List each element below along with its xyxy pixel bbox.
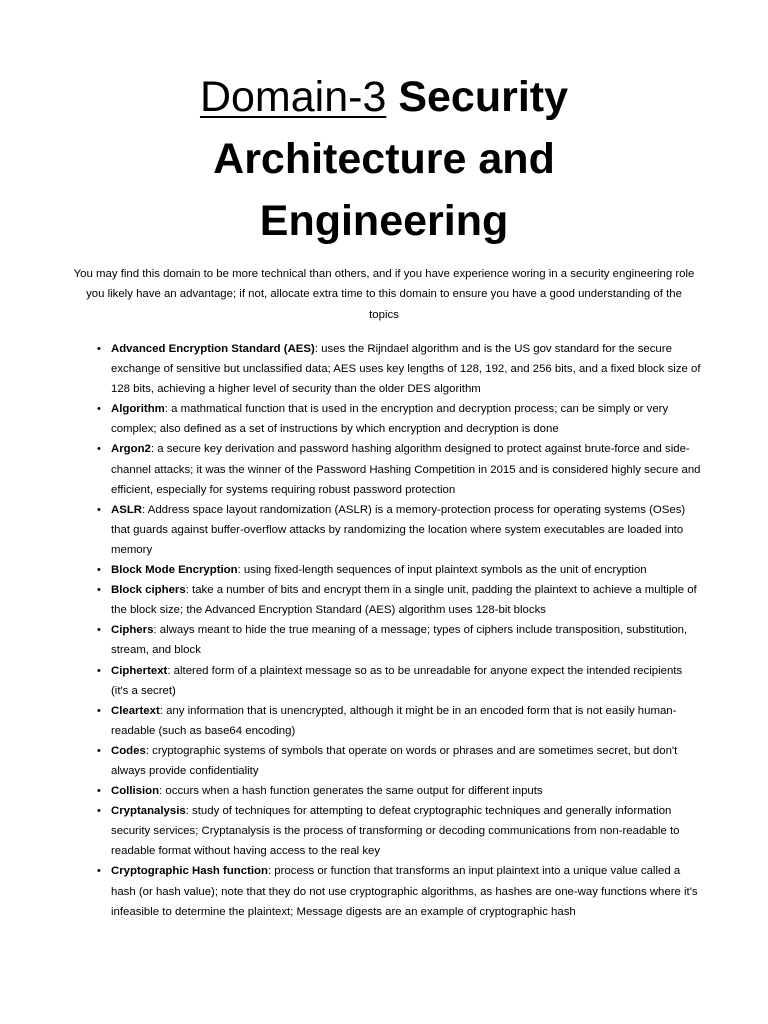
term-definition: : Address space layout randomization (ASLR) is a memory-protection process for operating systems (OSes) that guards against buffer-overflow attacks by randomizing the location where system executables are loaded into memory (111, 503, 686, 556)
term-list-item (97, 781, 701, 801)
bullet-icon: • (97, 704, 101, 717)
domain-link[interactable]: Domain-3 (199, 73, 387, 121)
bullet-icon: • (97, 785, 101, 798)
term-name: Cleartext (111, 704, 160, 717)
bullet-icon: • (97, 805, 101, 818)
term-name: Ciphertext (111, 664, 168, 677)
term-name: Collision (111, 785, 160, 798)
bullet-icon: • (97, 564, 101, 577)
term-list-item (97, 861, 701, 921)
bullet-icon: • (97, 865, 101, 878)
term-list-item (97, 580, 701, 620)
bullet-icon: • (97, 584, 101, 597)
bullet-icon: • (97, 664, 101, 677)
term-list-item (97, 620, 701, 660)
term-list-item (97, 701, 701, 741)
term-definition: : process or function that transforms an input plaintext into a unique value called a hash (or hash value); note that they do not use cryptographic algorithms, as hashes are one-way functions where it's infeasible to determine the plaintext; Message digests are an example of cryptographic hash (111, 865, 698, 918)
term-definition: : a mathmatical function that is used in the encryption and decryption process; can be simply or very complex; also defined as a set of instructions by which encryption and decryption is done (111, 403, 669, 436)
term-name: Codes (111, 744, 146, 757)
page-title (120, 66, 648, 252)
term-list-item (97, 339, 701, 399)
term-list-item (97, 439, 701, 499)
bullet-icon: • (97, 503, 101, 516)
term-name: Cryptanalysis (111, 805, 186, 818)
term-name: Argon2 (111, 443, 151, 456)
title-text: Security Architecture and Engineering (213, 73, 569, 245)
bullet-icon: • (97, 403, 101, 416)
term-definition: : any information that is unencrypted, although it might be in an encoded form that is not easily human-readable (such as base64 encoding) (111, 704, 677, 737)
term-name: Advanced Encryption Standard (AES) (111, 343, 315, 355)
term-definition: : take a number of bits and encrypt them in a single unit, padding the plaintext to achieve a multiple of the block size; the Advanced Encryption Standard (AES) algorithm uses 128-bit blocks (111, 584, 697, 617)
term-name: Cryptographic Hash function (111, 865, 268, 878)
term-definition: : using fixed-length sequences of input plaintext symbols as the unit of encryption (237, 564, 647, 577)
term-name: Algorithm (111, 403, 165, 416)
term-list-item (97, 741, 701, 781)
term-name: Block ciphers (111, 584, 186, 597)
term-definition: : always meant to hide the true meaning of a message; types of ciphers include transposition, substitution, stream, and block (111, 624, 688, 657)
bullet-icon: • (97, 343, 101, 355)
bullet-icon: • (97, 443, 101, 456)
term-list-item (97, 500, 701, 560)
term-list-item (97, 801, 701, 861)
term-definition: : study of techniques for attempting to defeat cryptographic techniques and generally information security services; Cryptanalysis is the process of transforming or decoding communications from non-readable to readable format without having access to the real key (111, 805, 680, 858)
term-name: Block Mode Encryption (111, 564, 238, 577)
bullet-icon: • (97, 744, 101, 757)
term-definition: : a secure key derivation and password hashing algorithm designed to protect against brute-force and side-channel attacks; it was the winner of the Password Hashing Competition in 2015 and is considered highly secure and efficient, especially for systems requiring robust password protection (111, 443, 701, 496)
intro-paragraph: You may find this domain to be more technical than others, and if you have experience woring in a security engineering role you likely have an advantage; if not, allocate extra time to this domain to ensure you have a good understanding of the topics (73, 268, 695, 321)
term-list-item (97, 560, 701, 580)
terms-list (97, 339, 701, 922)
term-definition: : uses the Rijndael algorithm and is the US gov standard for the secure exchange of sensitive but unclassified data; AES uses key lengths of 128, 192, and 256 bits, and a fixed block size of 128 bits, achieving a higher level of security than the older DES algorithm (111, 343, 701, 396)
term-definition: : cryptographic systems of symbols that operate on words or phrases and are sometimes secret, but don't always provide confidentiality (111, 744, 678, 777)
term-name: Ciphers (111, 624, 154, 637)
bullet-icon: • (97, 624, 101, 637)
term-list-item (97, 399, 701, 439)
term-list-item (97, 661, 701, 701)
term-name: ASLR (111, 503, 143, 516)
term-definition: : occurs when a hash function generates the same output for different inputs (159, 785, 543, 798)
term-definition: : altered form of a plaintext message so as to be unreadable for anyone expect the intended recipients (it's a secret) (111, 664, 683, 697)
